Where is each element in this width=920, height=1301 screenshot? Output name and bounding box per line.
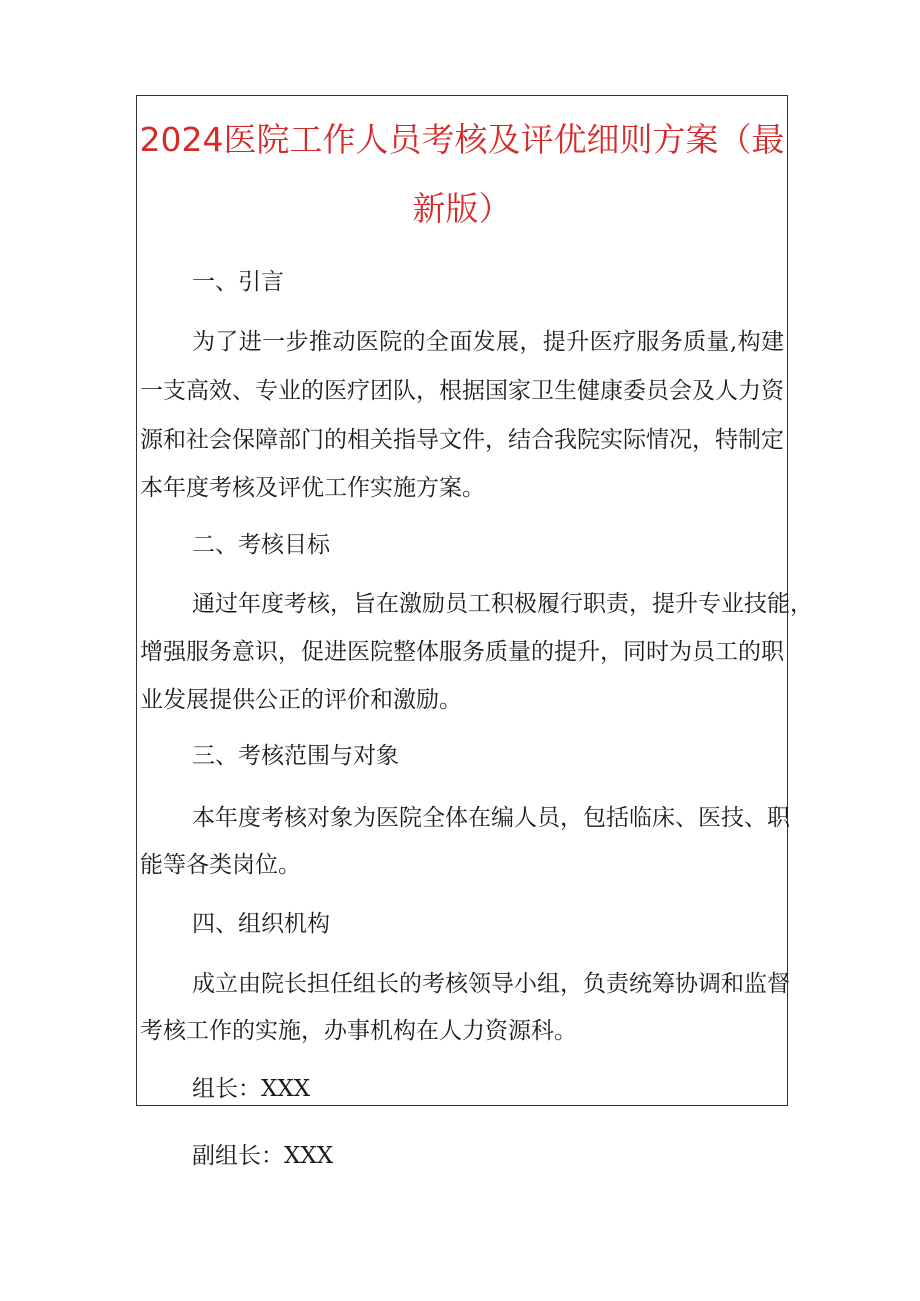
section-heading-organization: 四、组织机构 (192, 911, 330, 937)
paragraph-line: 本年度考核对象为医院全体在编人员，包括临床、医技、职 (192, 805, 790, 831)
paragraph-line: 业发展提供公正的评价和激励。 (140, 687, 462, 713)
paragraph-line: 能等各类岗位。 (140, 852, 301, 878)
paragraph-line: 源和社会保障部门的相关指导文件，结合我院实际情况，特制定 (140, 427, 784, 453)
paragraph-line: 考核工作的实施，办事机构在人力资源科。 (140, 1018, 577, 1044)
section-heading-goals: 二、考核目标 (192, 532, 330, 558)
leader-line: 组长：XXX (192, 1076, 311, 1102)
paragraph-line: 一支高效、专业的医疗团队，根据国家卫生健康委员会及人力资 (140, 378, 784, 404)
paragraph-line: 通过年度考核，旨在激励员工积极履行职责，提升专业技能， (192, 591, 813, 617)
deputy-leader-line: 副组长：XXX (192, 1143, 334, 1169)
paragraph-line: 本年度考核及评优工作实施方案。 (140, 475, 485, 501)
paragraph-line: 成立由院长担任组长的考核领导小组，负责统筹协调和监督 (192, 971, 790, 997)
section-heading-scope: 三、考核范围与对象 (192, 743, 399, 769)
paragraph-line: 增强服务意识，促进医院整体服务质量的提升，同时为员工的职 (140, 639, 784, 665)
section-heading-intro: 一、引言 (192, 269, 284, 295)
document-title-line1: 2024医院工作人员考核及评优细则方案（最 (139, 120, 785, 159)
document-title-line2: 新版） (412, 189, 512, 228)
paragraph-line: 为了进一步推动医院的全面发展，提升医疗服务质量,构建 (192, 329, 784, 355)
